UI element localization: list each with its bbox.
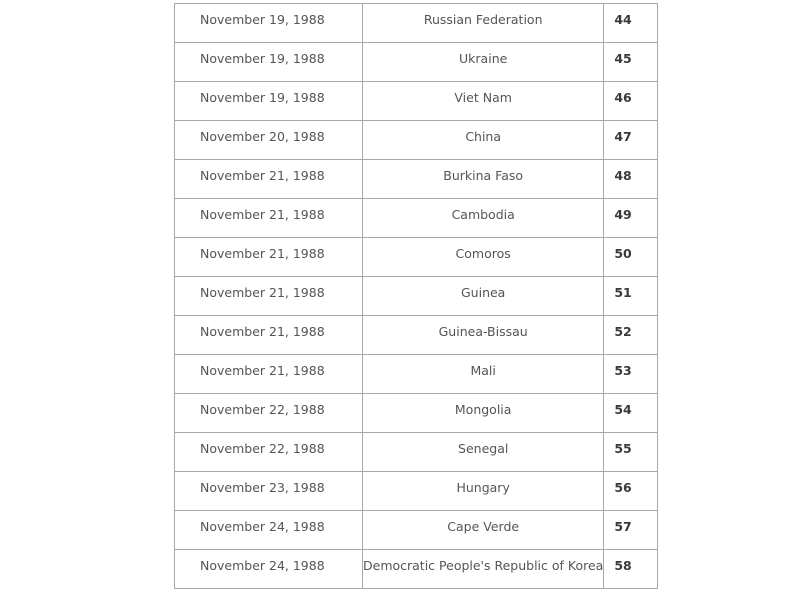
table-row [175, 472, 658, 511]
date-cell [175, 277, 363, 316]
number-cell-text: 58 [614, 558, 632, 573]
table-row [175, 433, 658, 472]
country-cell-text: Russian Federation [423, 12, 543, 27]
date-cell [175, 316, 363, 355]
country-cell [363, 433, 604, 472]
country-cell-text: Comoros [455, 246, 511, 261]
number-cell-text: 46 [614, 90, 632, 105]
number-cell-text: 52 [614, 324, 632, 339]
table-row [175, 550, 658, 589]
date-cell-text: November 20, 1988 [200, 129, 325, 144]
date-cell-text: November 19, 1988 [200, 51, 325, 66]
number-cell-text: 50 [614, 246, 632, 261]
country-cell [363, 43, 604, 82]
number-cell [604, 43, 658, 82]
country-cell [363, 277, 604, 316]
date-cell-text: November 21, 1988 [200, 324, 325, 339]
date-cell [175, 355, 363, 394]
date-cell-text: November 23, 1988 [200, 480, 325, 495]
country-cell [363, 472, 604, 511]
number-cell [604, 277, 658, 316]
country-cell [363, 238, 604, 277]
country-cell [363, 355, 604, 394]
number-cell [604, 4, 658, 43]
table-row [175, 199, 658, 238]
table-row [175, 82, 658, 121]
date-cell-text: November 24, 1988 [200, 519, 325, 534]
date-cell [175, 43, 363, 82]
country-cell-text: Cape Verde [447, 519, 520, 534]
date-cell-text: November 21, 1988 [200, 207, 325, 222]
number-cell [604, 121, 658, 160]
date-cell [175, 472, 363, 511]
country-cell [363, 394, 604, 433]
date-cell [175, 82, 363, 121]
country-cell [363, 82, 604, 121]
country-cell-text: Mongolia [454, 402, 512, 417]
country-cell-text: Mali [470, 363, 496, 378]
country-cell-text: Guinea [460, 285, 506, 300]
country-cell-text: Guinea-Bissau [438, 324, 528, 339]
country-cell-text: Cambodia [451, 207, 515, 222]
date-cell [175, 511, 363, 550]
number-cell [604, 394, 658, 433]
date-cell-text: November 22, 1988 [200, 402, 325, 417]
country-cell-text: Hungary [456, 480, 510, 495]
table-row [175, 121, 658, 160]
number-cell-text: 44 [614, 12, 632, 27]
date-cell-text: November 22, 1988 [200, 441, 325, 456]
number-cell [604, 160, 658, 199]
country-cell-text: Burkina Faso [443, 168, 524, 183]
date-cell-text: November 21, 1988 [200, 168, 325, 183]
country-cell [363, 121, 604, 160]
date-cell [175, 160, 363, 199]
number-cell [604, 316, 658, 355]
number-cell [604, 472, 658, 511]
country-cell [363, 160, 604, 199]
recognition-table [174, 3, 658, 589]
number-cell-text: 45 [614, 51, 632, 66]
date-cell-text: November 19, 1988 [200, 90, 325, 105]
table-body [175, 4, 658, 589]
country-cell [363, 316, 604, 355]
date-cell [175, 394, 363, 433]
number-cell [604, 511, 658, 550]
table-row [175, 355, 658, 394]
date-cell-text: November 21, 1988 [200, 246, 325, 261]
table-row [175, 316, 658, 355]
country-cell [363, 199, 604, 238]
number-cell-text: 54 [614, 402, 632, 417]
number-cell [604, 199, 658, 238]
number-cell-text: 53 [614, 363, 632, 378]
number-cell [604, 550, 658, 589]
date-cell-text: November 24, 1988 [200, 558, 325, 573]
date-cell [175, 238, 363, 277]
number-cell-text: 47 [614, 129, 632, 144]
date-cell [175, 550, 363, 589]
table-row [175, 160, 658, 199]
date-cell-text: November 21, 1988 [200, 285, 325, 300]
number-cell-text: 57 [614, 519, 632, 534]
date-cell-text: November 21, 1988 [200, 363, 325, 378]
table-row [175, 4, 658, 43]
country-cell-text: Senegal [458, 441, 509, 456]
country-cell [363, 4, 604, 43]
number-cell-text: 55 [614, 441, 632, 456]
country-cell-text: Viet Nam [454, 90, 512, 105]
table-row [175, 394, 658, 433]
date-cell [175, 199, 363, 238]
date-cell [175, 4, 363, 43]
number-cell-text: 51 [614, 285, 632, 300]
number-cell [604, 82, 658, 121]
country-cell [363, 550, 604, 589]
recognition-table-container [174, 3, 658, 589]
table-row [175, 238, 658, 277]
date-cell-text: November 19, 1988 [200, 12, 325, 27]
country-cell-text: Ukraine [459, 51, 508, 66]
table-row [175, 511, 658, 550]
table-row [175, 277, 658, 316]
country-cell [363, 511, 604, 550]
date-cell [175, 433, 363, 472]
number-cell [604, 238, 658, 277]
number-cell-text: 48 [614, 168, 632, 183]
number-cell-text: 56 [614, 480, 632, 495]
country-cell-text: Democratic People's Republic of Korea [363, 558, 604, 573]
number-cell [604, 355, 658, 394]
number-cell [604, 433, 658, 472]
date-cell [175, 121, 363, 160]
table-row [175, 43, 658, 82]
number-cell-text: 49 [614, 207, 632, 222]
country-cell-text: China [465, 129, 502, 144]
